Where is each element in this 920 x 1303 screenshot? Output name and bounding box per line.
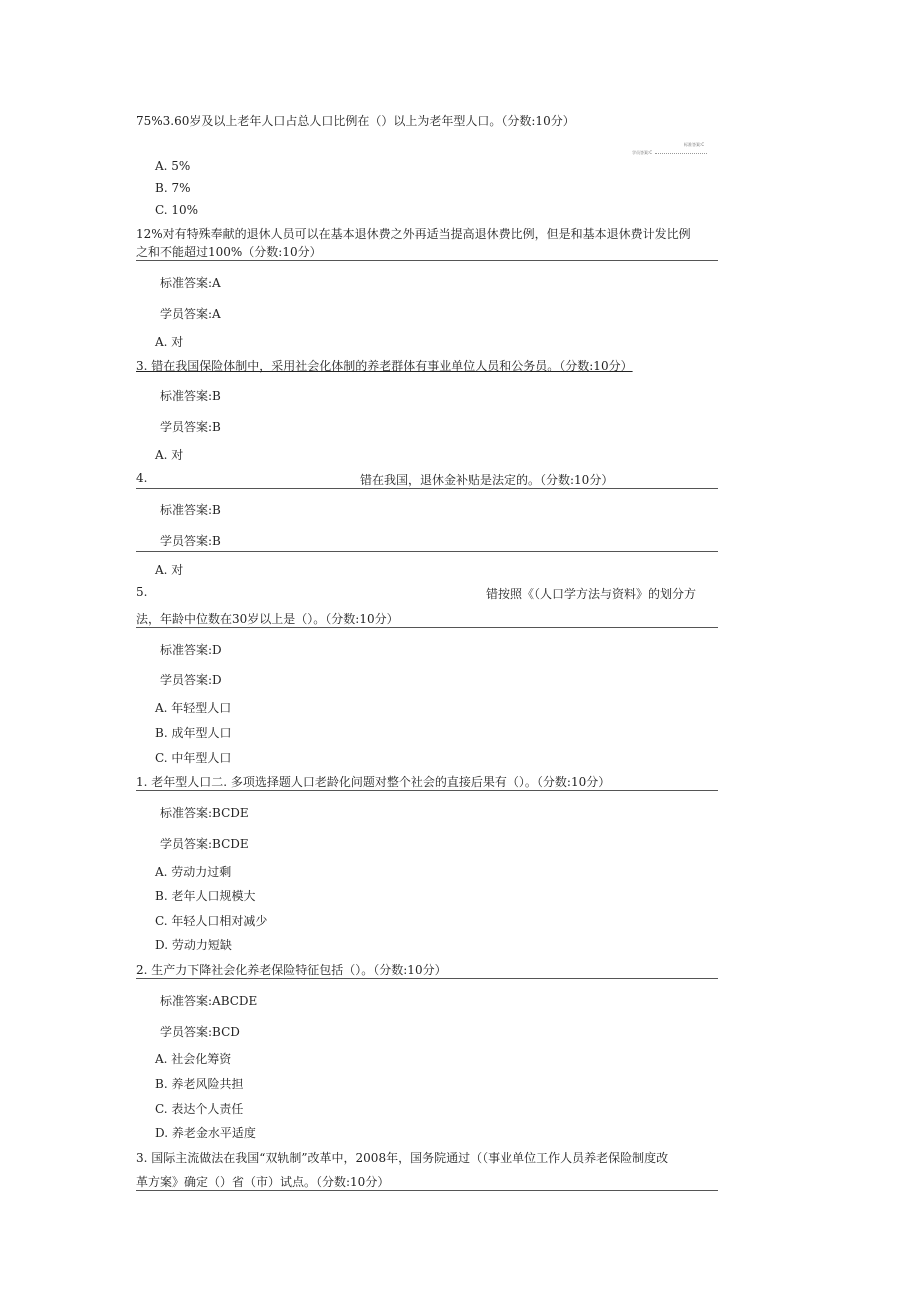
standard-answer: 标准答案:A	[160, 276, 221, 290]
student-answer: 学员答案:A	[160, 307, 221, 321]
option: A. 劳动力过剩	[155, 865, 232, 879]
question-number: 4.	[136, 471, 148, 485]
option: C. 年轻人口相对减少	[155, 914, 268, 928]
standard-answer: 标准答案:B	[160, 503, 221, 517]
question-text: 3. 国际主流做法在我国“双轨制”改革中，2008年，国务院通过（（事业单位工作人员养老保险制度改	[136, 1151, 669, 1165]
divider	[136, 488, 718, 489]
option: A. 对	[155, 335, 184, 349]
question-text: 错在我国，退休金补贴是法定的。（分数:10分）	[360, 473, 614, 487]
option: B. 成年型人口	[155, 726, 232, 740]
student-answer: 学员答案:B	[160, 534, 221, 548]
question-text-line2: 之和不能超过100%（分数:10分）	[136, 245, 322, 259]
tiny-standard-answer: 标准答案:C	[684, 142, 705, 147]
question-text: 错按照《（人口学方法与资料》的划分方	[486, 587, 697, 601]
option: D. 养老金水平适度	[155, 1126, 256, 1140]
tiny-student-answer: 学员答案:C	[632, 150, 653, 155]
question-text-line2: 革方案》确定（）省（市）试点。（分数:10分）	[136, 1175, 390, 1189]
question-text: 1. 老年型人口二. 多项选择题人口老龄化问题对整个社会的直接后果有（）。（分数:10分）	[136, 775, 611, 789]
option: C. 中年型人口	[155, 751, 232, 765]
standard-answer: 标准答案:D	[160, 643, 222, 657]
student-answer: 学员答案:BCDE	[160, 837, 249, 851]
student-answer: 学员答案:BCD	[160, 1025, 240, 1039]
option: B. 老年人口规模大	[155, 889, 256, 903]
standard-answer: 标准答案:B	[160, 389, 221, 403]
student-answer: 学员答案:D	[160, 673, 222, 687]
option: D. 劳动力短缺	[155, 938, 232, 952]
option: B. 7%	[155, 181, 191, 195]
divider	[136, 978, 718, 979]
option: A. 社会化筹资	[155, 1052, 232, 1066]
divider	[136, 627, 718, 628]
question-text: 12%对有特殊奉献的退休人员可以在基本退休费之外再适当提高退休费比例，但是和基本退休费计发比例	[136, 227, 691, 241]
divider	[136, 1190, 718, 1191]
option: C. 表达个人责任	[155, 1102, 244, 1116]
standard-answer: 标准答案:ABCDE	[160, 994, 258, 1008]
tiny-underline	[655, 153, 707, 154]
question-text-line2: 法，年龄中位数在30岁以上是（）。（分数:10分）	[136, 612, 399, 626]
question-text: 2. 生产力下降社会化养老保险特征包括（）。（分数:10分）	[136, 963, 447, 977]
student-answer: 学员答案:B	[160, 420, 221, 434]
divider	[136, 551, 718, 552]
option: C. 10%	[155, 203, 199, 217]
standard-answer: 标准答案:BCDE	[160, 806, 249, 820]
option: A. 5%	[155, 159, 191, 173]
option: B. 养老风险共担	[155, 1077, 244, 1091]
divider	[136, 260, 718, 261]
question-number: 5.	[136, 585, 148, 599]
question-text: 3. 错在我国保险体制中，采用社会化体制的养老群体有事业单位人员和公务员。（分数:10分）	[136, 359, 633, 373]
option: A. 对	[155, 563, 184, 577]
divider	[136, 790, 718, 791]
option: A. 对	[155, 448, 184, 462]
option: A. 年轻型人口	[155, 701, 232, 715]
question-text: 75%3.60岁及以上老年人口占总人口比例在（）以上为老年型人口。（分数:10分）	[136, 114, 575, 128]
